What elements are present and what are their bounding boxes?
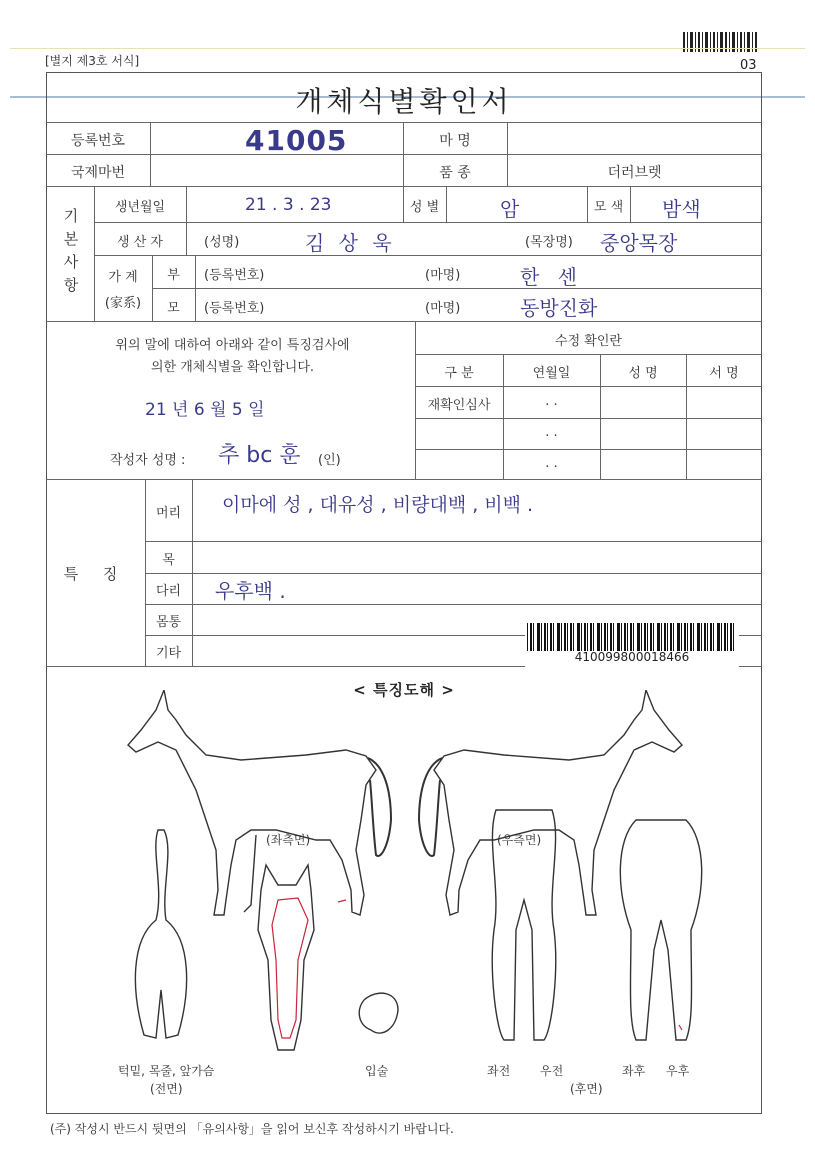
dam-label: 모 [167, 301, 180, 316]
producer-name-value: 김 상 욱 [305, 231, 396, 255]
birth-value: 21 . 3 . 23 [245, 195, 332, 215]
sire-name-label: (마명) [425, 268, 461, 283]
red-marking-head [272, 898, 308, 1038]
sex-value: 암 [500, 197, 520, 221]
front-label: (전면) [150, 1082, 183, 1096]
revision-row1-date: . . [545, 394, 558, 409]
intl-name-label: 국제마번 [70, 165, 126, 181]
form-label: [별지 제3호 서식] [45, 54, 140, 68]
footnote: (주) 작성시 반드시 뒷면의 「유의사항」을 읽어 보신후 작성하시기 바랍니다. [50, 1122, 454, 1136]
red-marking-hind [679, 1025, 682, 1030]
farm-label: (목장명) [525, 235, 573, 250]
right-side-horse-tail [419, 758, 442, 856]
writer-label: 작성자 성명 : [110, 453, 186, 468]
revision-header-date: 연월일 [532, 366, 571, 381]
page-number: 03 [740, 58, 757, 73]
feature-legs-value: 우후백 . [215, 579, 286, 603]
head-front-outline [258, 865, 314, 1050]
revision-header-type: 구 분 [444, 366, 474, 381]
horse-diagram [46, 690, 762, 1110]
confirm-line1: 위의 말에 대하여 아래와 같이 특징검사에 [115, 338, 350, 353]
coat-label: 모 색 [593, 200, 624, 215]
pedigree-label-hanja: (家系) [104, 296, 142, 311]
barcode-icon [525, 623, 739, 651]
lip-label: 입술 [365, 1064, 389, 1078]
coat-value: 밤색 [662, 197, 701, 221]
top-barcode [683, 32, 759, 52]
right-hind-label: 우후 [666, 1064, 690, 1078]
feature-neck-label: 목 [162, 553, 175, 568]
left-side-label: (좌측면) [266, 833, 311, 847]
barcode-sticker [525, 621, 739, 667]
front-caption: 턱밑, 목줄, 앞가슴 [118, 1064, 215, 1078]
barcode-number: 410099800018466 [574, 650, 690, 664]
red-marking-leg [338, 900, 346, 902]
registration-label: 등록번호 [70, 133, 126, 149]
right-side-horse-outline [434, 690, 682, 915]
breed-value: 더러브렛 [607, 165, 662, 181]
left-front-label: 좌전 [487, 1064, 511, 1078]
confirm-line2: 의한 개체식별을 확인합니다. [150, 360, 315, 375]
left-side-horse-tail [368, 758, 391, 856]
birth-label: 생년월일 [114, 200, 166, 215]
sire-name-value: 한 센 [520, 265, 583, 289]
basic-section-label: 기 본 사 항 [63, 207, 79, 294]
feature-other-label: 기타 [155, 646, 182, 661]
feature-head-label: 머리 [155, 506, 182, 521]
revision-title: 수정 확인란 [555, 334, 622, 349]
right-side-label: (우측면) [497, 833, 542, 847]
revision-header-name: 성 명 [628, 366, 658, 381]
dam-name-value: 동방진화 [520, 296, 598, 320]
revision-row3-date: . . [545, 456, 558, 471]
rear-label: (후면) [570, 1082, 603, 1096]
feature-head-value: 이마에 성 , 대유성 , 비량대백 , 비백 . [222, 494, 534, 516]
horse-name-label: 마 명 [439, 133, 471, 149]
producer-name-label: (성명) [204, 235, 240, 250]
diagram-title: < 특징도해 > [353, 681, 455, 699]
writer-signature: 추 bc 훈 [218, 443, 301, 468]
rear-view-outline [620, 820, 701, 1040]
confirm-date: 21 년 6 월 5 일 [145, 400, 265, 420]
revision-row1-type: 재확인심사 [427, 398, 491, 413]
left-hind-label: 좌후 [622, 1064, 646, 1078]
revision-header-sign: 서 명 [709, 366, 739, 381]
sex-label: 성 별 [409, 200, 440, 215]
farm-value: 중앙목장 [600, 231, 678, 255]
pedigree-label: 가 계 [108, 270, 138, 285]
sire-reg-label: (등록번호) [204, 268, 265, 283]
dam-name-label: (마명) [425, 301, 461, 316]
page-title: 개체식별확인서 [295, 85, 513, 118]
registration-value: 41005 [245, 124, 348, 157]
writer-seal: (인) [318, 453, 341, 468]
barcode-icon [683, 32, 759, 52]
feature-body-label: 몸통 [155, 615, 182, 630]
dam-reg-label: (등록번호) [204, 301, 265, 316]
feature-legs-label: 다리 [155, 584, 182, 599]
features-label: 특 징 [63, 565, 128, 583]
right-front-label: 우전 [540, 1064, 564, 1078]
producer-label: 생 산 자 [117, 235, 163, 250]
sire-label: 부 [167, 268, 180, 283]
breed-label: 품 종 [439, 165, 471, 181]
front-view-outline [135, 830, 186, 1038]
lip-outline [359, 993, 398, 1033]
revision-row2-date: . . [545, 425, 558, 440]
